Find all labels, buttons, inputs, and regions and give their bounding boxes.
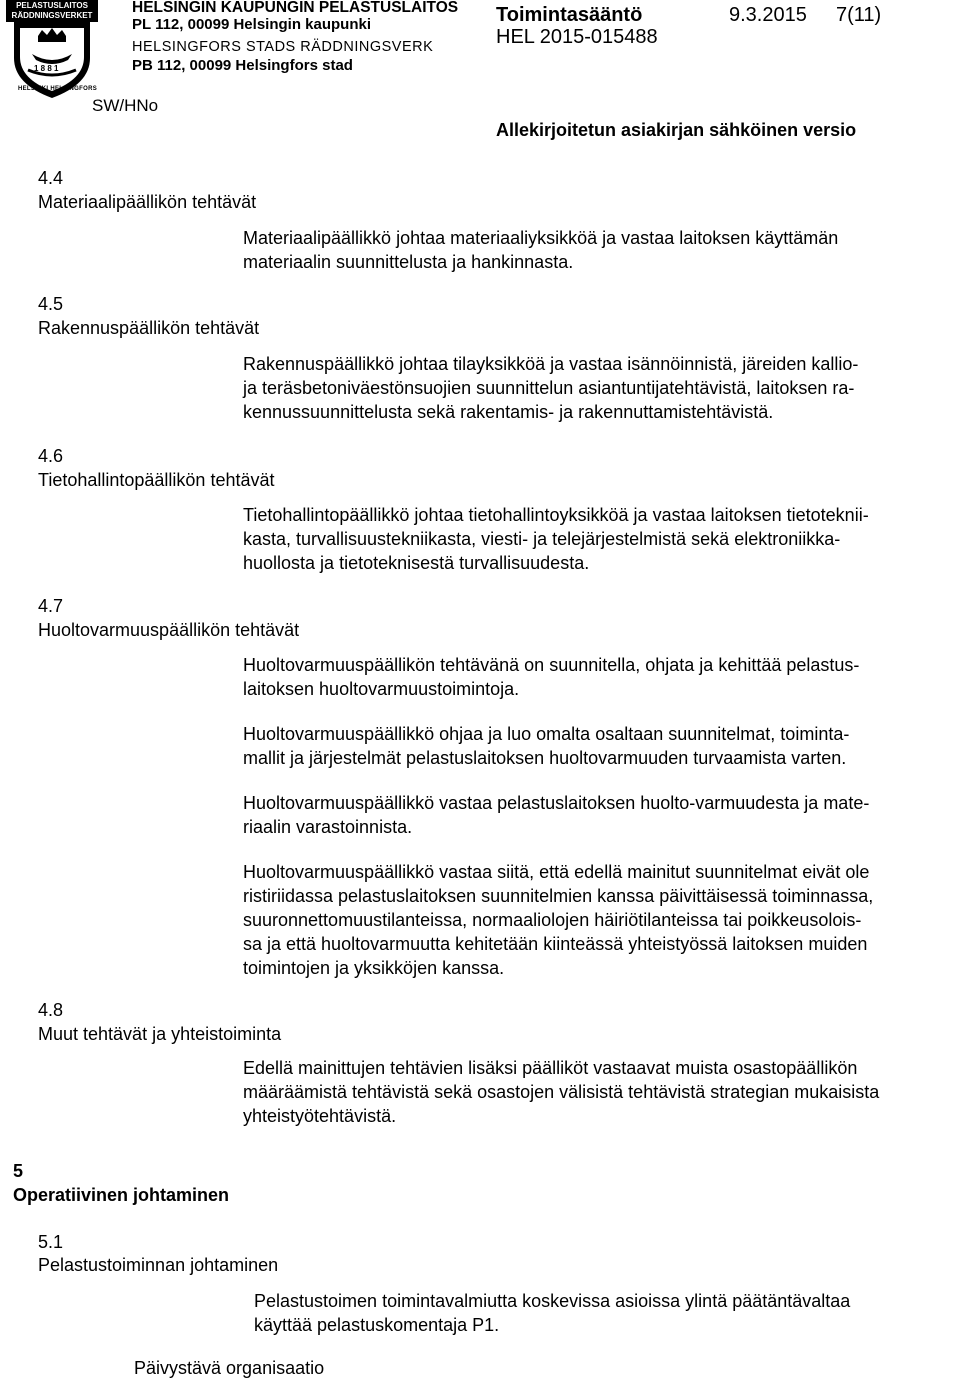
section-title-4-6: Tietohallintopäällikön tehtävät [38, 470, 275, 490]
text-line: mallit ja järjestelmät pelastuslaitoksen huoltovarmuuden turvaamista varten. [243, 748, 847, 768]
section-title-4-7: Huoltovarmuuspäällikön tehtävät [38, 620, 300, 640]
section-4-7-paragraph-2 [243, 722, 849, 770]
section-body-4-4 [243, 226, 838, 274]
section-number-5-1: 5.1 [38, 1232, 64, 1252]
section-number-4-7: 4.7 [38, 596, 64, 616]
logo-text-line1: PELASTUSLAITOS [16, 1, 88, 10]
signature-initials: SW/HNo [92, 96, 159, 115]
text-line: kennussuunnittelusta sekä rakentamis- ja rakennuttamistehtävistä. [243, 402, 774, 422]
crest-icon [4, 0, 100, 100]
text-line: materiaalin suunnittelusta ja hankinnasta. [243, 252, 574, 272]
text-line: huollosta ja tietoteknisestä turvallisuudesta. [243, 553, 590, 573]
section-title-4-8: Muut tehtävät ja yhteistoiminta [38, 1024, 282, 1044]
section-title-5-1: Pelastustoiminnan johtaminen [38, 1255, 279, 1275]
text-line: Huoltovarmuuspäällikkö vastaa pelastuslaitoksen huolto-varmuudesta ja mate- [243, 793, 870, 813]
org-name-fi: HELSINGIN KAUPUNGIN PELASTUSLAITOS [132, 0, 459, 16]
document-date: 9.3.2015 [729, 4, 807, 26]
section-number-4-4: 4.4 [38, 168, 64, 188]
page-number: 7(11) [836, 4, 882, 26]
logo-ring-text: HELSINKI HELSINGFORS [18, 86, 98, 92]
text-line: Huoltovarmuuspäällikkö vastaa siitä, että edellä mainitut suunnitelmat eivät ole [243, 862, 870, 882]
signed-version-note: Allekirjoitetun asiakirjan sähköinen versio [496, 120, 857, 140]
logo-text-line2: RÄDDNINGSVERKET [11, 11, 93, 20]
section-body-4-6 [243, 503, 869, 575]
document-number: HEL 2015-015488 [496, 26, 658, 48]
text-line: sa ja että huoltovarmuutta kehitetään kiinteässä yhteistyössä laitoksen muiden [243, 934, 868, 954]
text-line: laitoksen huoltovarmuustoimintoja. [243, 679, 520, 699]
text-line: ristiriidassa pelastuslaitoksen suunnitelmien kanssa päivittäisessä toiminnassa, [243, 886, 874, 906]
section-body-4-8 [243, 1056, 879, 1128]
document-type: Toimintasääntö [496, 4, 643, 26]
text-line: Pelastustoimen toimintavalmiutta koskevissa asioissa ylintä päätäntävaltaa [254, 1291, 851, 1311]
logo-year: 1 8 8 1 [34, 64, 59, 73]
chapter-title-5: Operatiivinen johtaminen [13, 1185, 230, 1205]
section-title-4-5: Rakennuspäällikön tehtävät [38, 318, 260, 338]
text-line: yhteistyötehtävistä. [243, 1106, 397, 1126]
text-line: riaalin varastoinnista. [243, 817, 413, 837]
section-number-4-5: 4.5 [38, 294, 64, 314]
org-address-sv: PB 112, 00099 Helsingfors stad [132, 57, 353, 74]
text-line: määräämistä tehtävistä sekä osastojen välisistä tehtävistä strategian mukaisista [243, 1082, 880, 1102]
org-name-sv: HELSINGFORS STADS RÄDDNINGSVERK [132, 39, 434, 55]
section-number-4-6: 4.6 [38, 446, 64, 466]
section-4-7-paragraph-3 [243, 791, 869, 839]
text-line: Tietohallintopäällikkö johtaa tietohallintoyksikköä ja vastaa laitoksen tietoteknii- [243, 505, 869, 525]
text-line: käyttää pelastuskomentaja P1. [254, 1315, 500, 1335]
section-number-4-8: 4.8 [38, 1000, 64, 1020]
section-body-5-1 [254, 1289, 850, 1337]
crest-logo [4, 0, 100, 100]
text-line: Huoltovarmuuspäällikkö ohjaa ja luo omalta osaltaan suunnitelmat, toiminta- [243, 724, 850, 744]
text-line: kasta, turvallisuustekniikasta, viesti- ja telejärjestelmistä sekä elektroniikka- [243, 529, 841, 549]
text-line: ja teräsbetoniväestönsuojien suunnittelun asiantuntijatehtävistä, laitoksen ra- [243, 378, 855, 398]
text-line: suuronnettomuustilanteissa, normaaliolojen häiriötilanteissa tai poikkeusolois- [243, 910, 862, 930]
section-title-4-4: Materiaalipäällikön tehtävät [38, 192, 257, 212]
section-4-7-paragraph-4 [243, 860, 873, 980]
chapter-number-5: 5 [13, 1161, 24, 1181]
text-line: Edellä mainittujen tehtävien lisäksi päälliköt vastaavat muista osastopäällikön [243, 1058, 858, 1078]
text-line: Materiaalipäällikkö johtaa materiaaliyksikköä ja vastaa laitoksen käyttämän [243, 228, 839, 248]
text-line: Huoltovarmuuspäällikön tehtävänä on suunnitella, ohjata ja kehittää pelastus- [243, 655, 860, 675]
org-address-fi: PL 112, 00099 Helsingin kaupunki [132, 16, 371, 33]
text-line: toimintojen ja yksikköjen kanssa. [243, 958, 505, 978]
section-body-4-5 [243, 352, 858, 424]
text-line: Rakennuspäällikkö johtaa tilayksikköä ja vastaa isännöinnistä, järeiden kallio- [243, 354, 859, 374]
subheading-duty-organisation: Päivystävä organisaatio [134, 1358, 325, 1378]
section-4-7-paragraph-1 [243, 653, 859, 701]
